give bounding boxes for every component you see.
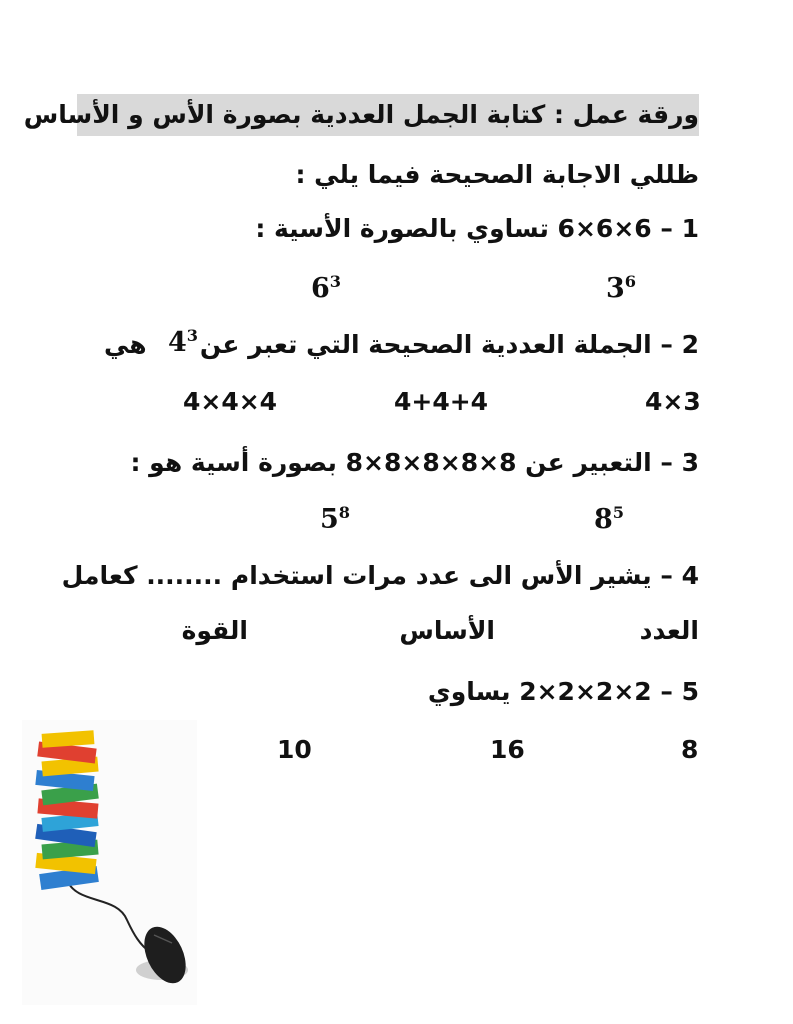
question-5-option-1[interactable]: 8 bbox=[681, 735, 699, 764]
question-1-option-1[interactable]: $3^6$ bbox=[606, 272, 637, 304]
question-4-option-2[interactable]: الأساس bbox=[399, 616, 495, 645]
question-4-option-1[interactable]: العدد bbox=[639, 616, 699, 645]
question-3-option-1[interactable]: $8^5$ bbox=[594, 503, 625, 535]
question-5-option-2[interactable]: 16 bbox=[490, 735, 525, 764]
question-4-option-3[interactable]: القوة bbox=[181, 616, 248, 645]
question-2-text: 2 – الجملة العددية الصحيحة التي تعبر عن bbox=[199, 330, 699, 359]
books-and-mouse-icon bbox=[22, 720, 197, 1005]
question-5-text: 5 – 2×2×2×2 يساوي bbox=[427, 677, 699, 706]
question-3-option-2[interactable]: $5^8$ bbox=[320, 503, 351, 535]
question-2-option-3[interactable]: 4×4×4 bbox=[183, 387, 278, 416]
question-2-option-2[interactable]: 4+4+4 bbox=[394, 387, 489, 416]
instruction: ظللي الاجابة الصحيحة فيما يلي : bbox=[295, 160, 699, 189]
question-1-text: 1 – 6×6×6 تساوي بالصورة الأسية : bbox=[255, 214, 699, 243]
question-3-text: 3 – التعبير عن 8×8×8×8×8 بصورة أسية هو : bbox=[130, 448, 699, 477]
question-2-power: $4^3$ bbox=[168, 326, 199, 358]
question-1-option-2[interactable]: $6^3$ bbox=[311, 272, 342, 304]
question-2-option-1[interactable]: 4×3 bbox=[645, 387, 701, 416]
question-4-text: 4 – يشير الأس الى عدد مرات استخدام ........ كعامل bbox=[61, 561, 699, 590]
worksheet-title: ورقة عمل : كتابة الجمل العددية بصورة الأس و الأساس bbox=[23, 100, 699, 129]
question-2-tail: هي bbox=[104, 330, 147, 359]
question-5-option-3[interactable]: 10 bbox=[277, 735, 312, 764]
